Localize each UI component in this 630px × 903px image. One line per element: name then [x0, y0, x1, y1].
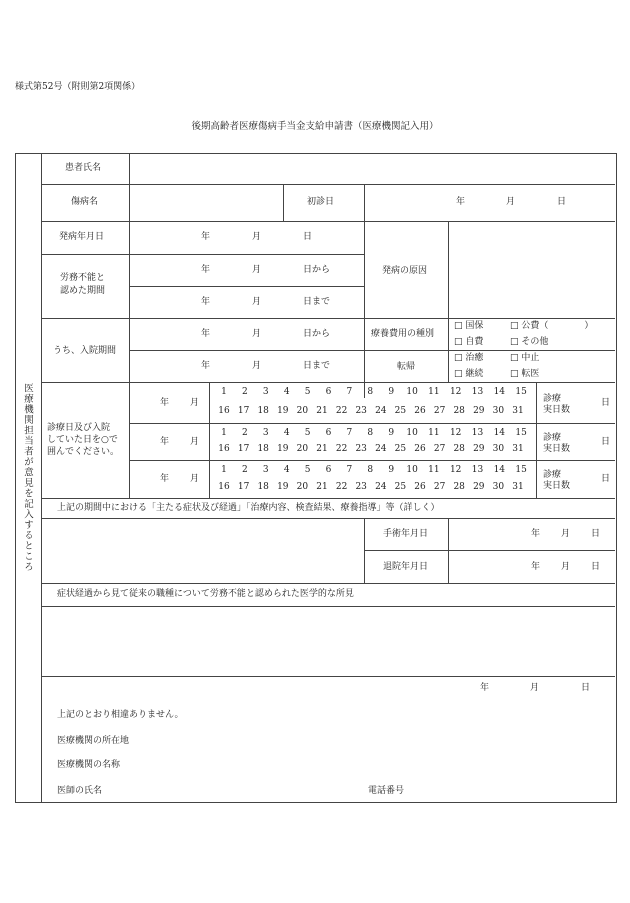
- cause-label: 発病の原因: [382, 266, 428, 276]
- day-number: 18: [257, 482, 269, 492]
- row-line: [41, 583, 615, 584]
- day-number: 25: [394, 482, 407, 492]
- day-number: 29: [473, 482, 485, 492]
- day-number: 10: [406, 428, 418, 438]
- row-line: [41, 382, 615, 383]
- hosp-to-year: 年: [201, 361, 211, 371]
- day-number: 1: [221, 465, 227, 475]
- actual-days-label: 診療 実日数: [543, 470, 571, 491]
- day-number: 7: [346, 428, 353, 438]
- day-number: 21: [316, 406, 328, 416]
- day-number: 6: [325, 387, 332, 397]
- visit-month: 月: [190, 474, 200, 484]
- day-number: 19: [277, 444, 289, 454]
- cost-option-other[interactable]: □ その他: [510, 337, 549, 347]
- form-title: 後期高齢者医療傷病手当金支給申請書（医療機関記入用）: [191, 121, 439, 132]
- row-line: [41, 254, 364, 255]
- day-number: 15: [515, 428, 527, 438]
- first-visit-year: 年: [456, 197, 466, 207]
- day-number: 22: [335, 444, 348, 454]
- day-number: 28: [453, 444, 465, 454]
- row-line: [129, 350, 615, 351]
- hospitalization-label: うち、入院期間: [53, 346, 117, 356]
- day-number: 22: [335, 482, 348, 492]
- day-number: 23: [355, 406, 367, 416]
- day-number: 3: [262, 387, 269, 397]
- disease-name-field[interactable]: [131, 186, 281, 219]
- cost-option-kouhi[interactable]: □ 公費（ ）: [510, 321, 594, 331]
- row-line: [41, 518, 615, 519]
- day-number: 8: [367, 387, 374, 397]
- medical-opinion-label: 症状経過から見て従来の職種について労務不能と認められた医学的な所見: [57, 589, 354, 599]
- incapacity-to-day: 日まで: [303, 297, 331, 307]
- surgery-date-label: 手術年月日: [383, 529, 429, 539]
- day-number: 6: [325, 465, 332, 475]
- day-number: 14: [493, 387, 506, 397]
- day-number: 17: [237, 406, 250, 416]
- row-line: [129, 423, 615, 424]
- day-number: 4: [283, 465, 290, 475]
- day-number: 26: [414, 406, 426, 416]
- facility-address-label: 医療機関の所在地: [57, 736, 130, 746]
- row-line: [41, 184, 615, 185]
- visit-month: 月: [190, 437, 200, 447]
- row-line: [41, 676, 615, 677]
- day-number: 26: [414, 444, 426, 454]
- row-line: [41, 318, 615, 319]
- discharge-month: 月: [561, 562, 571, 572]
- day-number: 17: [237, 444, 250, 454]
- day-number: 3: [262, 465, 269, 475]
- incapacity-from-year: 年: [201, 265, 211, 275]
- first-visit-label: 初診日: [307, 197, 335, 207]
- day-number: 24: [375, 482, 387, 492]
- day-number: 15: [515, 387, 527, 397]
- day-number: 7: [346, 465, 353, 475]
- day-number: 4: [283, 387, 290, 397]
- day-number: 1: [221, 428, 227, 438]
- certification-text: 上記のとおり相違ありません。: [57, 710, 184, 720]
- visit-year: 年: [160, 398, 170, 408]
- actual-days-label: 診療 実日数: [543, 394, 571, 415]
- patient-name-field[interactable]: [131, 155, 613, 183]
- actual-days-unit: 日: [601, 474, 611, 484]
- day-number: 22: [335, 406, 348, 416]
- hosp-to-day: 日まで: [303, 361, 331, 371]
- symptoms-section-label: 上記の期間中における「主たる症状及び経過」「治療内容、検査結果、療養指導」等（詳しく）: [57, 503, 440, 513]
- col-line: [209, 382, 210, 498]
- patient-name-label: 患者氏名: [65, 163, 102, 173]
- day-number: 23: [355, 482, 367, 492]
- day-number: 3: [262, 428, 269, 438]
- row-line: [41, 606, 615, 607]
- treatment-cost-label: 療養費用の種別: [371, 329, 435, 339]
- day-number: 30: [492, 482, 505, 492]
- day-number: 13: [471, 465, 484, 475]
- actual-days-unit: 日: [601, 437, 611, 447]
- row-line: [364, 550, 615, 551]
- outcome-option-cured[interactable]: □ 治癒: [454, 353, 484, 363]
- day-number: 18: [257, 444, 269, 454]
- incapacity-to-month: 月: [252, 297, 262, 307]
- first-visit-month: 月: [506, 197, 516, 207]
- day-number: 23: [355, 444, 367, 454]
- medical-opinion-field[interactable]: [43, 608, 613, 674]
- day-number: 12: [449, 428, 462, 438]
- day-number: 29: [473, 444, 485, 454]
- outcome-label: 転帰: [397, 362, 416, 372]
- actual-days-label: 診療 実日数: [543, 433, 571, 454]
- day-number: 26: [414, 482, 426, 492]
- day-number: 4: [283, 428, 290, 438]
- outcome-option-transferred[interactable]: □ 転医: [510, 369, 540, 379]
- outcome-option-stopped[interactable]: □ 中止: [510, 353, 540, 363]
- col-line: [129, 153, 130, 498]
- day-number: 2: [242, 387, 248, 397]
- sign-day: 日: [581, 683, 591, 693]
- onset-date-field[interactable]: [131, 223, 362, 252]
- visit-days-instruction: 診療日及び入院 していた日を○で 囲んでください。: [47, 423, 120, 457]
- col-line: [448, 518, 449, 583]
- day-number: 9: [388, 387, 395, 397]
- day-number: 13: [471, 428, 484, 438]
- day-number: 20: [296, 406, 309, 416]
- day-number: 28: [453, 406, 465, 416]
- day-number: 27: [433, 482, 446, 492]
- sign-year: 年: [480, 683, 490, 693]
- day-number: 8: [367, 428, 374, 438]
- day-number: 18: [257, 406, 269, 416]
- day-number: 16: [218, 444, 230, 454]
- day-number: 7: [346, 387, 353, 397]
- col-line: [448, 221, 449, 382]
- day-number: 21: [316, 444, 328, 454]
- row-line: [41, 221, 615, 222]
- day-number: 2: [242, 465, 248, 475]
- hosp-from-day: 日から: [303, 329, 331, 339]
- disease-name-label: 傷病名: [71, 197, 99, 207]
- day-number: 30: [492, 444, 505, 454]
- side-column-divider: [41, 153, 42, 802]
- onset-month: 月: [252, 232, 262, 242]
- row-line: [129, 286, 364, 287]
- day-number: 16: [218, 406, 230, 416]
- visit-year: 年: [160, 474, 170, 484]
- day-number: 20: [296, 444, 309, 454]
- col-line: [536, 382, 537, 498]
- cost-option-kokuho[interactable]: □ 国保: [454, 321, 484, 331]
- day-number: 21: [316, 482, 328, 492]
- day-number: 27: [433, 444, 446, 454]
- day-number: 9: [388, 465, 395, 475]
- visit-year: 年: [160, 437, 170, 447]
- day-number: 5: [304, 387, 311, 397]
- day-number: 2: [242, 428, 248, 438]
- day-number: 1: [221, 387, 227, 397]
- onset-day: 日: [303, 232, 313, 242]
- day-number: 30: [492, 406, 505, 416]
- day-number: 24: [375, 444, 387, 454]
- first-visit-field[interactable]: [366, 186, 613, 219]
- first-visit-day: 日: [557, 197, 567, 207]
- incapacity-from-month: 月: [252, 265, 262, 275]
- side-label: 医療機関担当者が意見を記入するところ: [22, 383, 33, 572]
- day-number: 29: [473, 406, 485, 416]
- day-number: 25: [394, 406, 407, 416]
- surgery-day: 日: [591, 529, 601, 539]
- day-number: 9: [388, 428, 395, 438]
- hosp-to-month: 月: [252, 361, 262, 371]
- surgery-year: 年: [531, 529, 541, 539]
- day-number: 24: [375, 406, 387, 416]
- facility-name-label: 医療機関の名称: [57, 760, 121, 770]
- day-number: 11: [428, 387, 440, 397]
- phone-label: 電話番号: [368, 786, 405, 796]
- day-number: 6: [325, 428, 332, 438]
- visit-month: 月: [190, 398, 200, 408]
- day-number: 12: [449, 465, 462, 475]
- symptoms-field[interactable]: [43, 520, 362, 581]
- cost-option-jihi[interactable]: □ 自費: [454, 337, 484, 347]
- onset-date-label: 発病年月日: [59, 232, 105, 242]
- day-number: 31: [512, 444, 524, 454]
- day-number: 17: [237, 482, 250, 492]
- doctor-name-label: 医師の氏名: [57, 786, 103, 796]
- day-number: 10: [406, 465, 418, 475]
- day-number: 12: [449, 387, 462, 397]
- onset-year: 年: [201, 232, 211, 242]
- day-number: 16: [218, 482, 230, 492]
- incapacity-to-year: 年: [201, 297, 211, 307]
- day-number: 31: [512, 482, 524, 492]
- day-number: 20: [296, 482, 309, 492]
- day-number: 27: [433, 406, 446, 416]
- row-line: [129, 460, 615, 461]
- day-number: 25: [394, 444, 407, 454]
- day-number: 5: [304, 428, 311, 438]
- day-number: 28: [453, 482, 465, 492]
- hosp-from-month: 月: [252, 329, 262, 339]
- day-number: 13: [471, 387, 484, 397]
- form-number: 様式第52号（附則第2項関係）: [15, 82, 141, 92]
- day-number: 31: [512, 406, 524, 416]
- col-line: [283, 184, 284, 221]
- cause-field[interactable]: [450, 223, 613, 316]
- discharge-day: 日: [591, 562, 601, 572]
- discharge-date-label: 退院年月日: [383, 562, 429, 572]
- surgery-month: 月: [561, 529, 571, 539]
- day-number: 11: [428, 465, 440, 475]
- row-line: [41, 498, 615, 499]
- day-number: 19: [277, 406, 289, 416]
- outcome-option-continuing[interactable]: □ 継続: [454, 369, 484, 379]
- hosp-from-year: 年: [201, 329, 211, 339]
- day-number: 8: [367, 465, 374, 475]
- day-number: 10: [406, 387, 418, 397]
- incapacity-period-label: 労務不能と 認めた期間: [60, 273, 106, 296]
- day-number: 11: [428, 428, 440, 438]
- discharge-year: 年: [531, 562, 541, 572]
- day-number: 14: [493, 428, 506, 438]
- day-number: 15: [515, 465, 527, 475]
- col-line: [364, 518, 365, 583]
- sign-month: 月: [530, 683, 540, 693]
- col-line: [364, 184, 365, 398]
- actual-days-unit: 日: [601, 398, 611, 408]
- day-number: 14: [493, 465, 506, 475]
- day-number: 5: [304, 465, 311, 475]
- incapacity-from-day: 日から: [303, 265, 331, 275]
- day-number: 19: [277, 482, 289, 492]
